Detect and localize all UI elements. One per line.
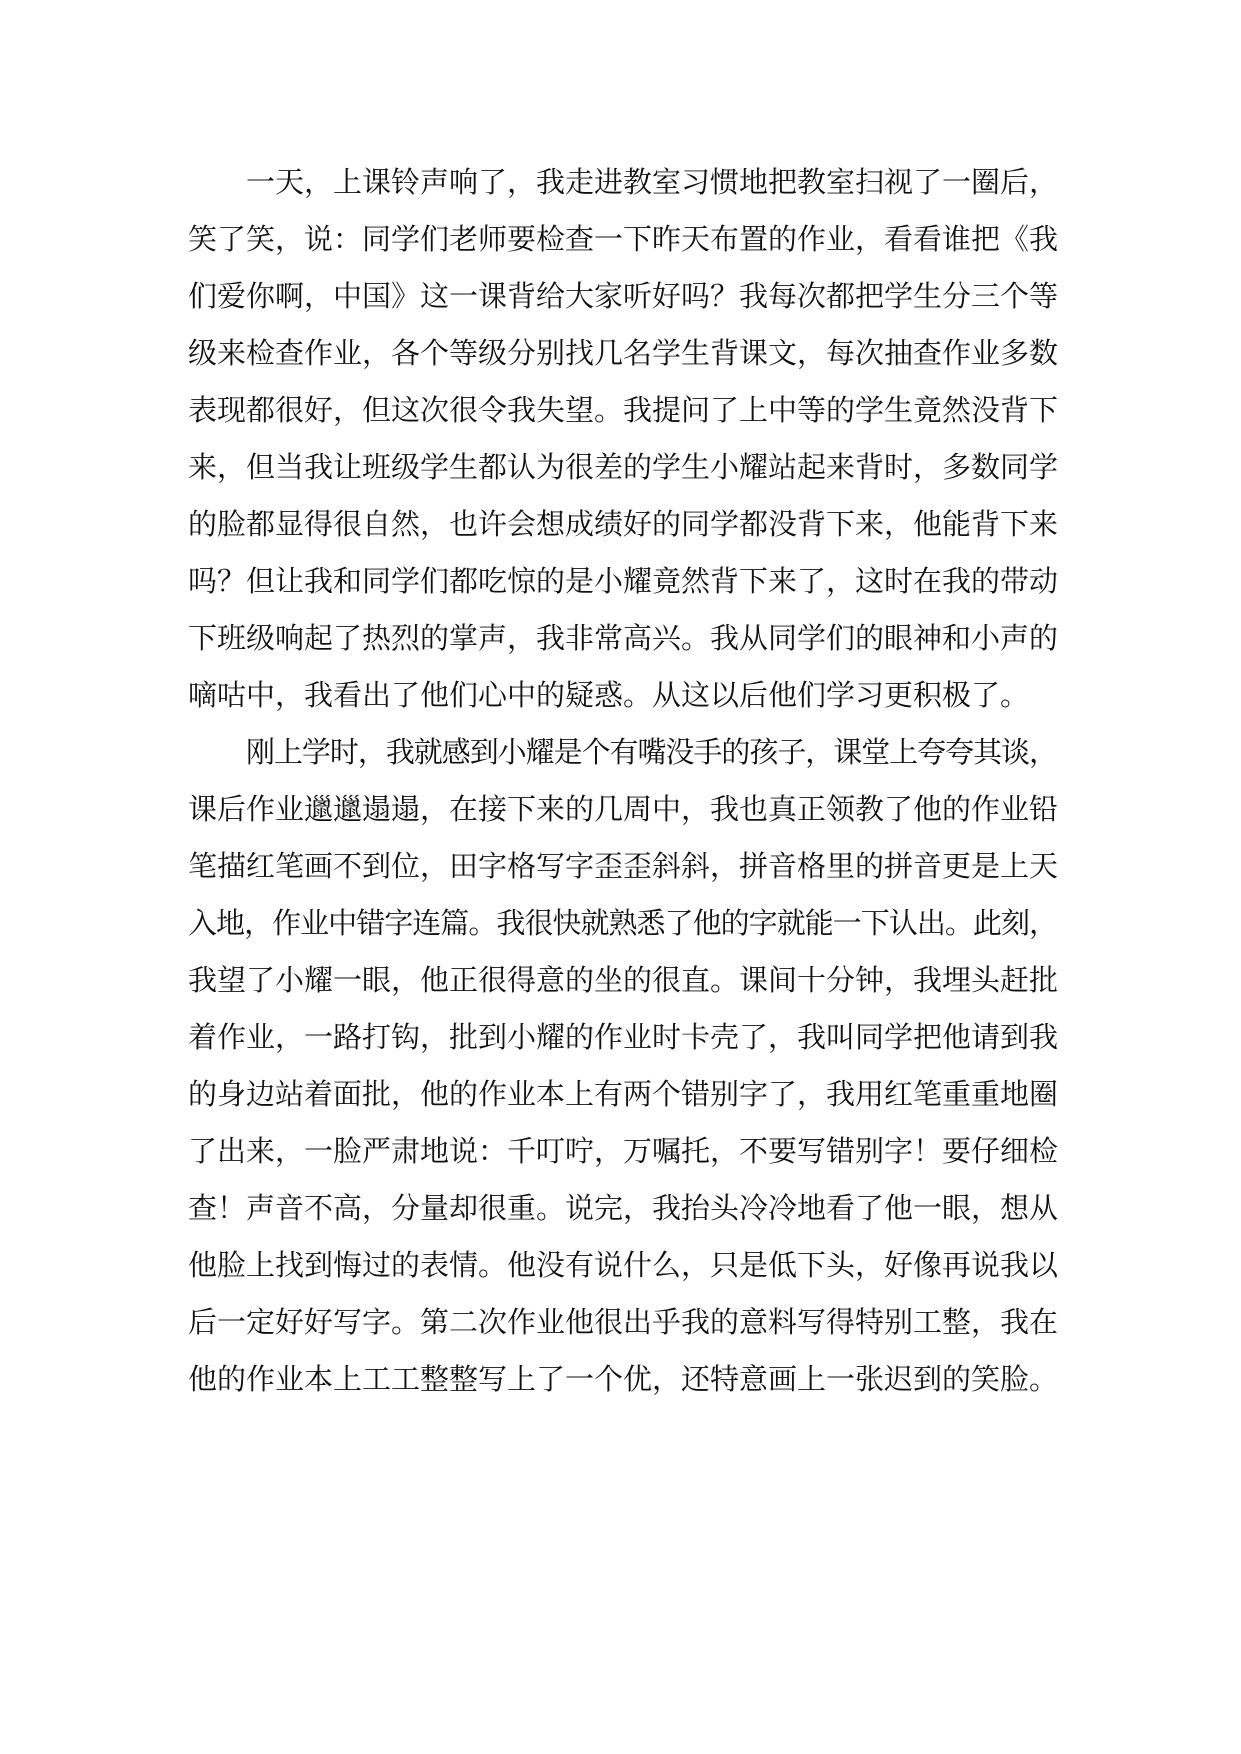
paragraph-1-line-1: 一天，上课铃声响了，我走进教室习惯地把教室扫视了一圈后， (246, 165, 1059, 199)
paragraph-2-line-6: 着作业，一路打钩，批到小耀的作业时卡壳了，我叫同学把他请到我 (188, 1020, 1059, 1054)
paragraph-1-line-9: 下班级响起了热烈的掌声，我非常高兴。我从同学们的眼神和小声的 (188, 621, 1059, 655)
paragraph-2-line-10: 他脸上找到悔过的表情。他没有说什么，只是低下头，好像再说我以 (188, 1248, 1059, 1282)
paragraph-1-line-7: 的脸都显得很自然，也许会想成绩好的同学都没背下来，他能背下来 (188, 507, 1059, 541)
paragraph-1-line-6: 来，但当我让班级学生都认为很差的学生小耀站起来背时，多数同学 (188, 450, 1059, 484)
paragraph-2-line-5: 我望了小耀一眼，他正很得意的坐的很直。课间十分钟，我埋头赶批 (188, 963, 1059, 997)
paragraph-2-line-12: 他的作业本上工工整整写上了一个优，还特意画上一张迟到的笑脸。 (188, 1362, 1059, 1396)
paragraph-1-line-3: 们爱你啊，中国》这一课背给大家听好吗？我每次都把学生分三个等 (188, 279, 1059, 313)
paragraph-2-line-4: 入地，作业中错字连篇。我很快就熟悉了他的字就能一下认出。此刻， (188, 906, 1058, 940)
paragraph-2-line-1: 刚上学时，我就感到小耀是个有嘴没手的孩子，课堂上夸夸其谈， (246, 735, 1057, 769)
paragraph-1-line-5: 表现都很好，但这次很令我失望。我提问了上中等的学生竟然没背下 (188, 393, 1059, 427)
paragraph-2-line-3: 笔描红笔画不到位，田字格写字歪歪斜斜，拼音格里的拼音更是上天 (188, 849, 1059, 883)
paragraph-1-line-10: 嘀咕中，我看出了他们心中的疑惑。从这以后他们学习更积极了。 (188, 678, 1030, 712)
paragraph-2-line-9: 查！声音不高，分量却很重。说完，我抬头冷冷地看了他一眼，想从 (188, 1191, 1059, 1225)
paragraph-1-line-2: 笑了笑，说：同学们老师要检查一下昨天布置的作业，看看谁把《我 (188, 222, 1059, 256)
paragraph-2-line-11: 后一定好好写字。第二次作业他很出乎我的意料写得特别工整，我在 (188, 1305, 1059, 1339)
paragraph-2-line-2: 课后作业邋邋遢遢，在接下来的几周中，我也真正领教了他的作业铅 (188, 792, 1059, 826)
paragraph-1-line-8: 吗？但让我和同学们都吃惊的是小耀竟然背下来了，这时在我的带动 (188, 564, 1059, 598)
paragraph-2-line-7: 的身边站着面批，他的作业本上有两个错别字了，我用红笔重重地圈 (188, 1077, 1059, 1111)
paragraph-1-line-4: 级来检查作业，各个等级分别找几名学生背课文，每次抽查作业多数 (188, 336, 1059, 370)
paragraph-2-line-8: 了出来，一脸严肃地说：千叮咛，万嘱托，不要写错别字！要仔细检 (188, 1134, 1059, 1168)
